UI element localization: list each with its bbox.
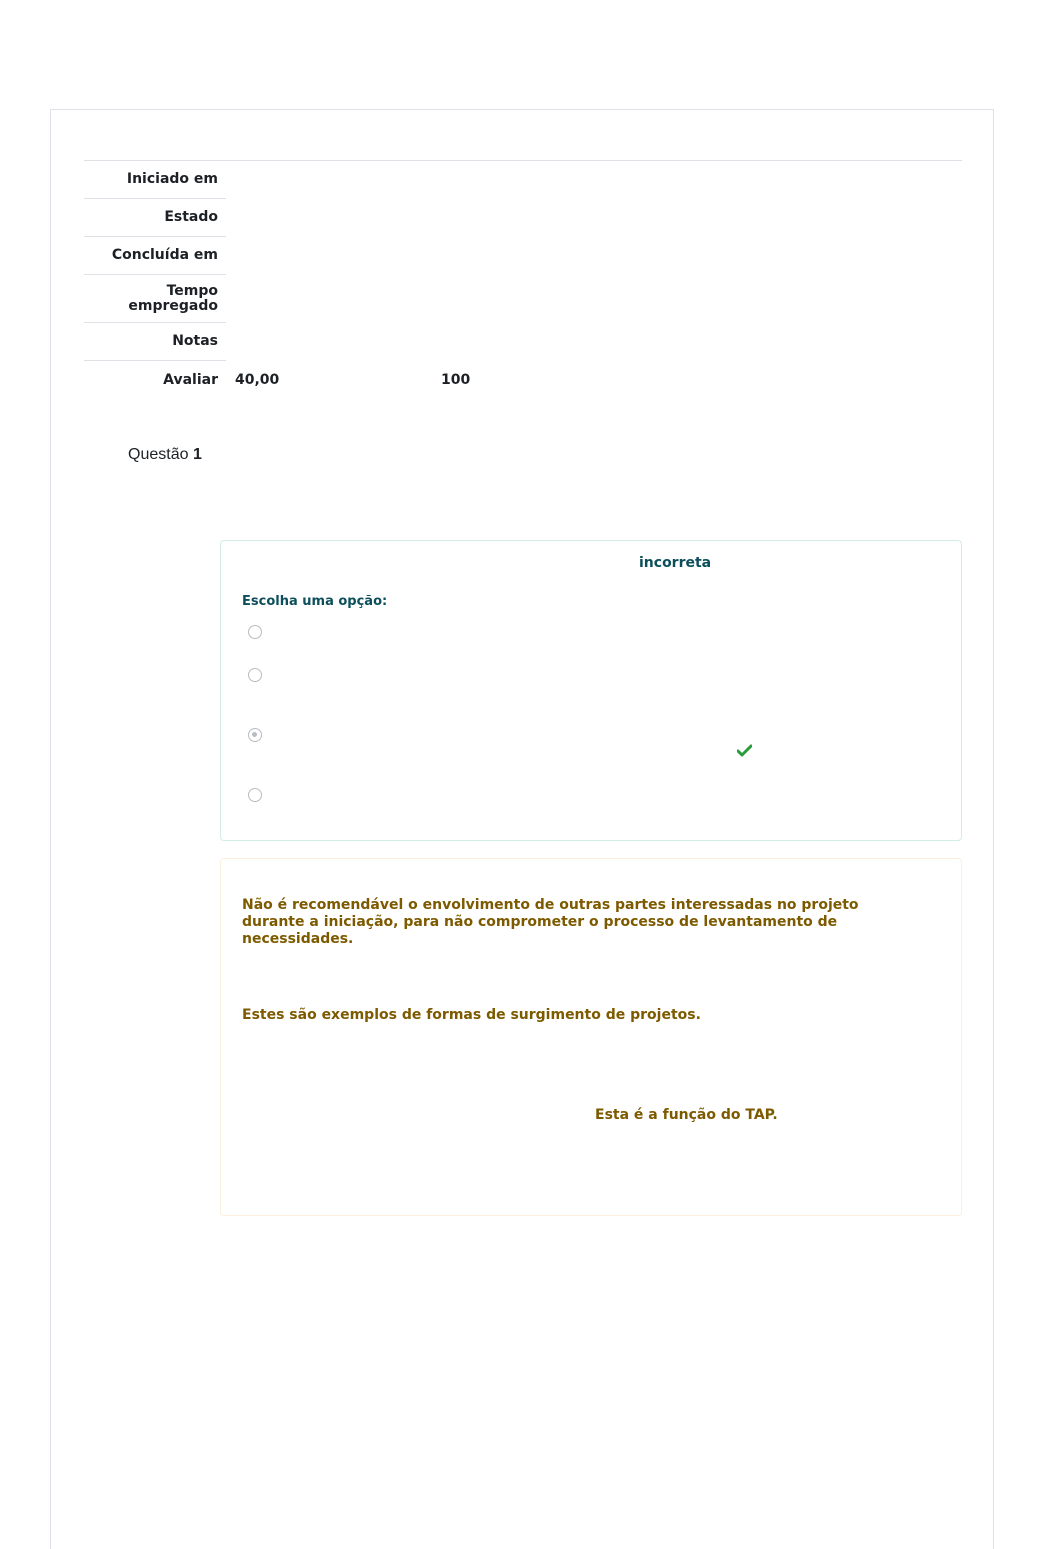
grade-value-cell [226, 361, 962, 399]
correct-check-icon [737, 744, 752, 757]
state-label: Estado [84, 199, 226, 237]
answer-option-a-radio[interactable] [248, 625, 262, 639]
state-value [226, 199, 962, 237]
summary-row-marks [84, 323, 962, 361]
grade-max: 100 [441, 372, 471, 388]
question-number-value: 1 [192, 446, 202, 463]
question-prefix: Questão [128, 446, 189, 463]
summary-row-grade [84, 361, 962, 399]
summary-row-started [84, 161, 962, 199]
completed-label: Concluída em [84, 237, 226, 275]
question-number [128, 446, 202, 464]
time-value [226, 275, 962, 323]
grade-label: Avaliar [163, 371, 218, 388]
marks-label: Notas [84, 323, 226, 361]
grade-value: 40,00 [235, 372, 280, 388]
marks-value [226, 323, 962, 361]
summary-row-completed [84, 237, 962, 275]
answer-feedback [220, 858, 962, 1216]
question-text-highlight: incorreta [639, 555, 712, 571]
answer-option-b-radio[interactable] [248, 668, 262, 682]
started-value [226, 161, 962, 199]
time-label: Tempo empregado [84, 275, 226, 323]
answer-option-d-radio[interactable] [248, 788, 262, 802]
quiz-summary-table [84, 160, 962, 399]
answer-prompt: Escolha uma opção: [242, 594, 388, 609]
feedback-line-2: Estes são exemplos de formas de surgimento de projetos. [242, 1007, 701, 1023]
started-label: Iniciado em [84, 161, 226, 199]
question-formulation [220, 540, 962, 841]
feedback-line-1: Não é recomendável o envolvimento de outras partes interessadas no projeto durante a iniciação, para não comprometer o processo de levantamento de necessidades. [242, 897, 859, 947]
summary-row-state [84, 199, 962, 237]
completed-value [226, 237, 962, 275]
feedback-line-3: Esta é a função do TAP. [595, 1107, 778, 1123]
answer-option-c-radio[interactable] [248, 728, 262, 742]
summary-row-time [84, 275, 962, 323]
